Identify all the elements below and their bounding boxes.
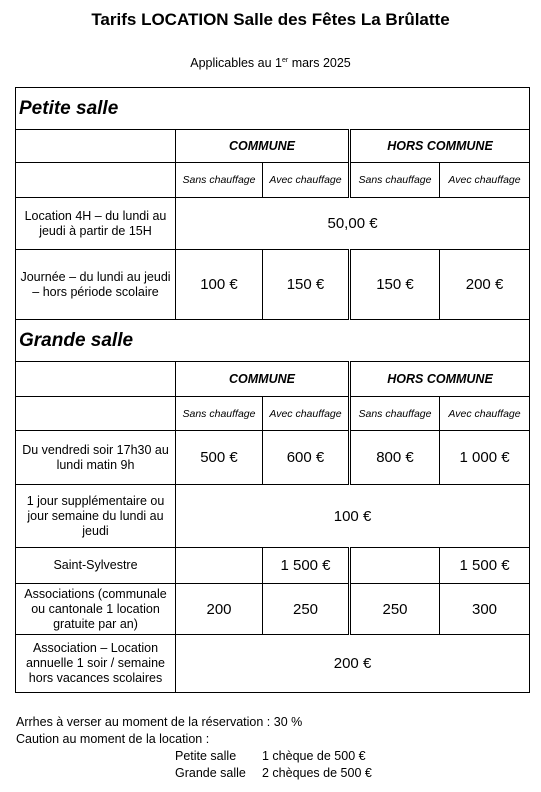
- table-row: [16, 548, 530, 584]
- header-sans-chauffage: Sans chauffage: [350, 163, 440, 198]
- empty-cell: [16, 397, 176, 431]
- price-cell: 1 000 €: [440, 431, 530, 485]
- table-row: [16, 250, 530, 320]
- empty-cell: [16, 130, 176, 163]
- sub-header-row: [16, 163, 530, 198]
- price-cell: 800 €: [350, 431, 440, 485]
- header-avec-chauffage: Avec chauffage: [440, 163, 530, 198]
- row-label: Du vendredi soir 17h30 au lundi matin 9h: [16, 431, 176, 485]
- section-title-grande-salle: Grande salle: [16, 320, 530, 362]
- list-item: [175, 748, 372, 765]
- group-header-row: [16, 362, 530, 397]
- row-label: Association – Location annuelle 1 soir / semaine hors vacances scolaires: [16, 635, 176, 693]
- sub-header-row: [16, 397, 530, 431]
- row-label: Location 4H – du lundi au jeudi à partir de 15H: [16, 198, 176, 250]
- price-cell: 300: [440, 584, 530, 635]
- list-item: [175, 765, 372, 782]
- price-cell: 100 €: [176, 250, 263, 320]
- caution-note: Caution au moment de la location :: [16, 732, 210, 746]
- applicable-date: Applicables au 1er mars 2025: [190, 56, 351, 70]
- table-row: [16, 584, 530, 635]
- price-cell: 150 €: [350, 250, 440, 320]
- table-row: [16, 485, 530, 548]
- tarifs-table: [15, 87, 530, 693]
- merged-price: 100 €: [176, 485, 530, 548]
- header-avec-chauffage: Avec chauffage: [263, 163, 350, 198]
- caution-list: [175, 748, 372, 782]
- header-avec-chauffage: Avec chauffage: [263, 397, 350, 431]
- row-label: Associations (communale ou cantonale 1 location gratuite par an): [16, 584, 176, 635]
- page-title: Tarifs LOCATION Salle des Fêtes La Brûlatte: [91, 10, 450, 29]
- notes: [16, 714, 372, 782]
- section-title-petite-salle: Petite salle: [16, 88, 530, 130]
- price-cell: [176, 548, 263, 584]
- section-row-grande-salle: [16, 320, 530, 362]
- table-row: [16, 198, 530, 250]
- arrhes-note: Arrhes à verser au moment de la réservation : 30 %: [16, 715, 303, 729]
- price-cell: 150 €: [263, 250, 350, 320]
- price-cell: 1 500 €: [440, 548, 530, 584]
- table-row: [16, 635, 530, 693]
- header-hors-commune: HORS COMMUNE: [350, 130, 530, 163]
- header-sans-chauffage: Sans chauffage: [350, 397, 440, 431]
- section-row-petite-salle: [16, 88, 530, 130]
- caution-amount: 2 chèques de 500 €: [262, 766, 372, 780]
- header-avec-chauffage: Avec chauffage: [440, 397, 530, 431]
- price-cell: 250: [350, 584, 440, 635]
- caution-amount: 1 chèque de 500 €: [262, 749, 366, 763]
- price-cell: 200 €: [440, 250, 530, 320]
- row-label: 1 jour supplémentaire ou jour semaine du lundi au jeudi: [16, 485, 176, 548]
- empty-cell: [16, 163, 176, 198]
- table-row: [16, 431, 530, 485]
- group-header-row: [16, 130, 530, 163]
- row-label: Journée – du lundi au jeudi – hors période scolaire: [16, 250, 176, 320]
- price-cell: 600 €: [263, 431, 350, 485]
- price-cell: 500 €: [176, 431, 263, 485]
- caution-room: Petite salle: [175, 749, 237, 763]
- header-sans-chauffage: Sans chauffage: [176, 397, 263, 431]
- price-cell: [350, 548, 440, 584]
- row-label: Saint-Sylvestre: [16, 548, 176, 584]
- price-cell: 200: [176, 584, 263, 635]
- merged-price: 200 €: [176, 635, 530, 693]
- merged-price: 50,00 €: [176, 198, 530, 250]
- header-hors-commune: HORS COMMUNE: [350, 362, 530, 397]
- caution-room: Grande salle: [175, 766, 246, 780]
- header-commune: COMMUNE: [176, 362, 350, 397]
- ordinal-suffix: er: [281, 56, 289, 64]
- header-commune: COMMUNE: [176, 130, 350, 163]
- price-cell: 250: [263, 584, 350, 635]
- price-cell: 1 500 €: [263, 548, 350, 584]
- empty-cell: [16, 362, 176, 397]
- header-sans-chauffage: Sans chauffage: [176, 163, 263, 198]
